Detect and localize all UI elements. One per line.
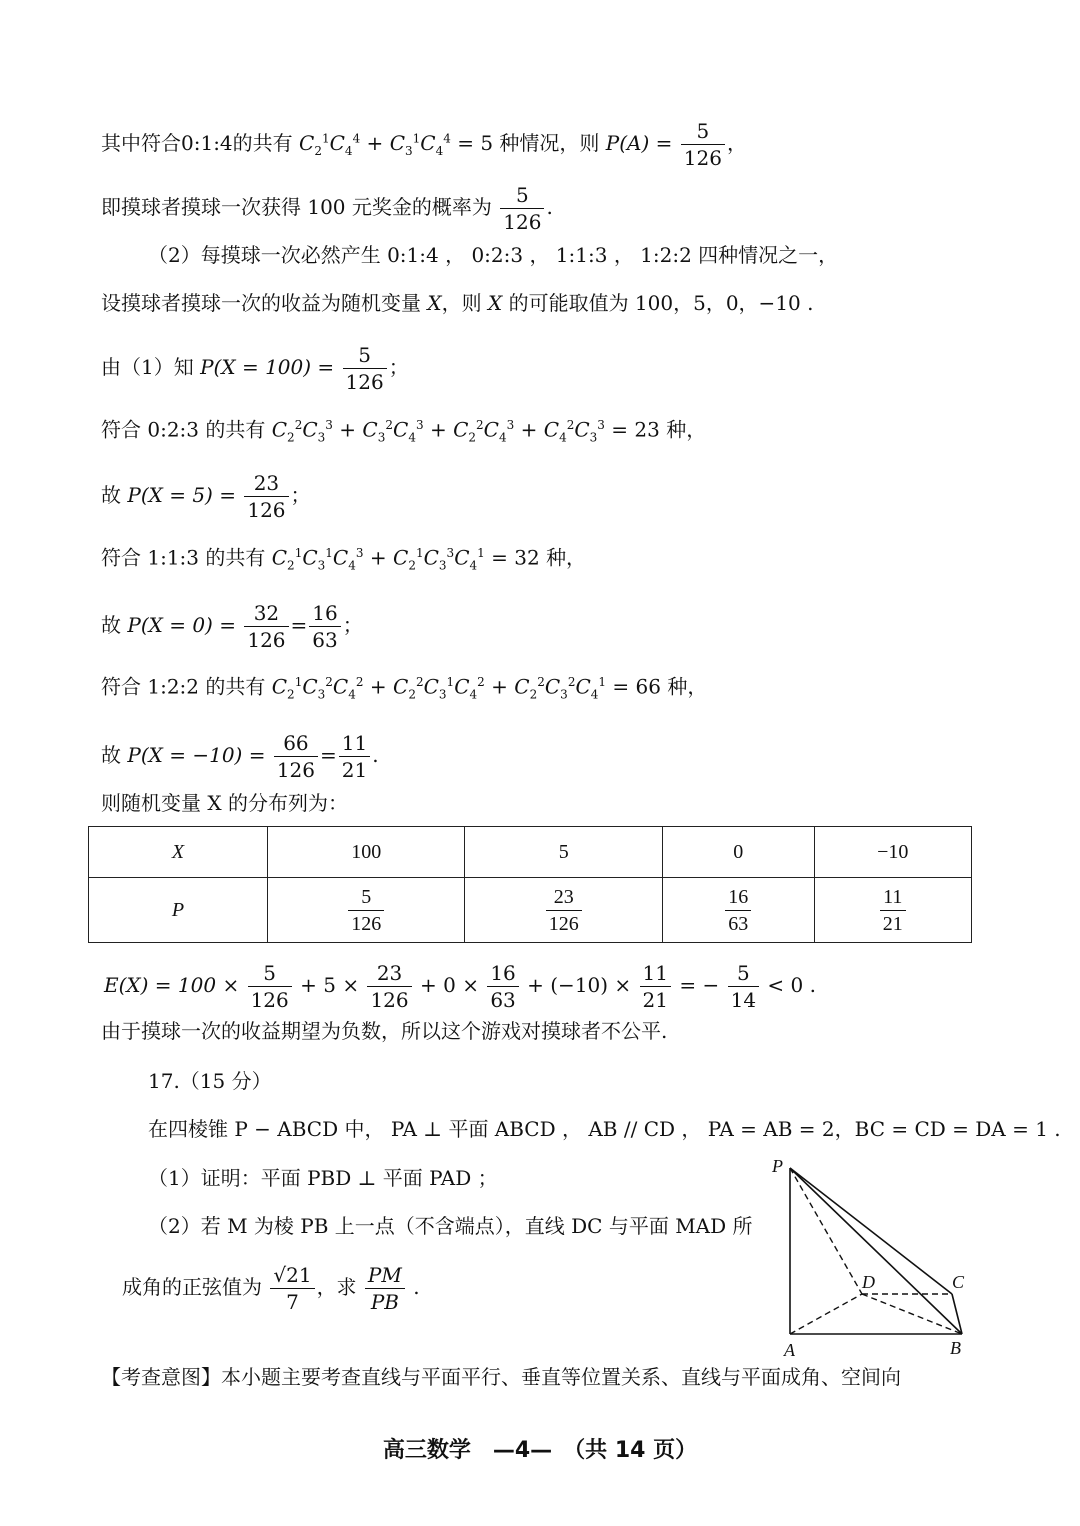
table-cell: $\frac{16}{63}$ bbox=[662, 878, 814, 943]
table-cell: $\frac{23}{126}$ bbox=[465, 878, 662, 943]
line-15: 17.（15 分） bbox=[148, 1069, 272, 1093]
line-7: 故 P(X = 5) = $\frac{23}{126}$ ； bbox=[101, 471, 311, 522]
line-13: E(X) = 100 × $\frac{5}{126}$ + 5 × $\frac{23}{126}$ + 0 × $\frac{16}{63}$ + (−10) × $\frac{11}{21}$ = − $\frac{5}{14}$ < 0 . bbox=[104, 961, 816, 1012]
line-12: 则随机变量 X 的分布列为： bbox=[101, 791, 348, 815]
page-footer: 高三数学 —4— （共 14 页） bbox=[382, 1438, 698, 1463]
fraction: $\frac{23}{126}$ bbox=[244, 470, 288, 523]
line-5: 由（1）知 P(X = 100) = $\frac{5}{126}$ ； bbox=[101, 343, 409, 394]
line-9: 故 P(X = 0) = $\frac{32}{126}$ = $\frac{16}{63}$ ； bbox=[101, 601, 363, 652]
edge-pd bbox=[790, 1168, 862, 1294]
table-cell: −10 bbox=[814, 827, 971, 878]
label-b: B bbox=[950, 1338, 961, 1358]
line-11: 故 P(X = −10) = $\frac{66}{126}$ = $\frac{11}{21}$ . bbox=[101, 731, 379, 782]
fraction: $\frac{5}{126}$ bbox=[343, 342, 387, 395]
line-20: 【考查意图】本小题主要考查直线与平面平行、垂直等位置关系、直线与平面成角、空间向 bbox=[101, 1365, 901, 1389]
line-16: 在四棱锥 P − ABCD 中， PA ⊥ 平面 ABCD ， AB // CD ， PA = AB = 2，BC = CD = DA = 1 . bbox=[148, 1117, 1061, 1141]
line-2: 即摸球者摸球一次获得 100 元奖金的概率为 $\frac{5}{126}$ . bbox=[101, 183, 553, 234]
pyramid-figure bbox=[770, 1150, 980, 1362]
table-cell: 5 bbox=[465, 827, 662, 878]
line-17: （1）证明：平面 PBD ⊥ 平面 PAD ； bbox=[148, 1166, 498, 1190]
fraction: $\frac{66}{126}$ bbox=[274, 730, 318, 783]
table-cell: 100 bbox=[268, 827, 465, 878]
edge-pb bbox=[790, 1168, 962, 1334]
table-row bbox=[89, 827, 972, 878]
table-cell: $\frac{11}{21}$ bbox=[814, 878, 971, 943]
line-19: 成角的正弦值为 $\frac{√21}{7}$ ，求 $\frac{PM}{PB}$ . bbox=[122, 1263, 420, 1314]
table-cell: P bbox=[89, 878, 268, 943]
label-p: P bbox=[772, 1156, 783, 1176]
edge-bd bbox=[862, 1294, 962, 1334]
distribution-table bbox=[88, 826, 972, 943]
edge-bc bbox=[952, 1294, 962, 1334]
fraction: $\frac{5}{126}$ bbox=[500, 182, 544, 235]
label-d: D bbox=[862, 1272, 875, 1292]
label-a: A bbox=[784, 1340, 795, 1360]
table-cell: $\frac{5}{126}$ bbox=[268, 878, 465, 943]
fraction: $\frac{32}{126}$ bbox=[244, 600, 288, 653]
line-8: 符合 1:1:3 的共有 $C_2^1C_3^1C_4^3 + C_2^1C_3^3C_4^1 = 32$ 种， bbox=[101, 545, 587, 573]
table-row bbox=[89, 878, 972, 943]
line-18: （2）若 M 为棱 PB 上一点（不含端点），直线 DC 与平面 MAD 所 bbox=[148, 1214, 753, 1238]
line-14: 由于摸球一次的收益期望为负数，所以这个游戏对摸球者不公平. bbox=[101, 1019, 668, 1043]
line-1: 其中符合0:1:4的共有 $C_2^1C_4^4 + C_3^1C_4^4 = 5$ 种情况，则 P(A) = $\frac{5}{126}$ ， bbox=[101, 119, 747, 170]
fraction: $\frac{16}{63}$ bbox=[309, 600, 340, 653]
fraction: $\frac{5}{126}$ bbox=[681, 118, 725, 171]
table-cell: X bbox=[89, 827, 268, 878]
line-4: 设摸球者摸球一次的收益为随机变量 X，则 X 的可能取值为 100，5，0，−10 . bbox=[101, 291, 814, 315]
line-3: （2）每摸球一次必然产生 0:1:4 ， 0:2:3 ， 1:1:3 ， 1:2:2 四种情况之一， bbox=[148, 243, 839, 267]
label-c: C bbox=[952, 1272, 965, 1292]
line-6: 符合 0:2:3 的共有 $C_2^2C_3^3 + C_3^2C_4^3 + C_2^2C_4^3 + C_4^2C_3^3 = 23$ 种， bbox=[101, 417, 707, 445]
fraction: $\frac{11}{21}$ bbox=[339, 730, 370, 783]
edge-ad bbox=[790, 1294, 862, 1334]
line-10: 符合 1:2:2 的共有 $C_2^1C_3^2C_4^2 + C_2^2C_3^1C_4^2 + C_2^2C_3^2C_4^1 = 66$ 种， bbox=[101, 674, 708, 702]
table-cell: 0 bbox=[662, 827, 814, 878]
